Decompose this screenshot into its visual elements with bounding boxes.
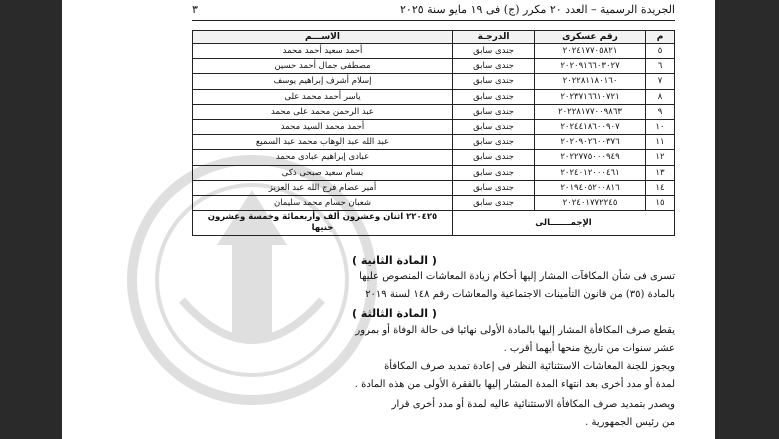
row-military-no: ٢٠٢٤٠١٢٠٠٠٤٦١ [535, 165, 646, 180]
row-name: أحمد سعيد أحمد محمد [193, 44, 453, 59]
row-military-no: ٢٠٢٣٧١٦٦١٠٧٢١ [535, 89, 646, 104]
row-military-no: ٢٠٢٠٩٠٢٦٠٠٣٧٦ [535, 135, 646, 150]
row-military-no: ٢٠٢٤٤١٨٦٠٠٩٠٧ [535, 119, 646, 134]
table-row [193, 165, 675, 180]
article-2-line: تسرى فى شأن المكافآت المشار إليها أحكام زيادة المعاشات المنصوص عليها [359, 271, 675, 282]
article-3-line: من رئيس الجمهورية . [585, 417, 675, 428]
row-name: عبد الله عبد الوهاب محمد عبد السميع [193, 135, 453, 150]
article-2-line: بالمادة (٣٥) من قانون التأمينات الاجتماعية والمعاشات رقم ١٤٨ لسنة ٢٠١٩ [365, 289, 675, 300]
row-military-no: ٢٠٢٢٨١٧٧٠٠٩٨٦٣ [535, 104, 646, 119]
header-title: الجريدة الرسمية – العدد ٢٠ مكرر (ج) فى ١٩ مايو سنة ٢٠٢٥ [400, 3, 675, 16]
row-num: ١٠ [646, 119, 675, 134]
header-military-no: رقم عسكرى [535, 31, 646, 44]
table-row [193, 135, 675, 150]
table-row [193, 59, 675, 74]
row-rank: جندى سابق [453, 59, 535, 74]
article-3-line: لمدة أو مدد أخرى بعد انتهاء المدة المشار إليها بالفقرة الأولى من هذه المادة . [354, 379, 675, 390]
article-3-line: عشر سنوات من تاريخ منحها أيهما أقرب . [503, 343, 675, 354]
row-num: ٥ [646, 44, 675, 59]
row-name: إسلام أشرف إبراهيم يوسف [193, 74, 453, 89]
row-name: أحمد محمد السيد محمد [193, 119, 453, 134]
row-rank: جندى سابق [453, 74, 535, 89]
row-military-no: ٢٠٢٠٩١٦٦٠٣٠٢٧ [535, 59, 646, 74]
table-row [193, 74, 675, 89]
table-row [193, 89, 675, 104]
row-military-no: ٢٠١٩٤٠٥٢٠٠٨١٦ [535, 180, 646, 195]
row-name: مصطفى جمال أحمد حسين [193, 59, 453, 74]
total-label: الإجمـــــــالى [453, 211, 675, 236]
header-num: م [646, 31, 675, 44]
row-num: ١٤ [646, 180, 675, 195]
row-name: بسام سعيد صبحى ذكى [193, 165, 453, 180]
page-header [192, 3, 675, 19]
article-3-title: ( المادة الثالثة ) [352, 307, 437, 320]
row-military-no: ٢٠٢٤١٧٧٠٥٨٢١ [535, 44, 646, 59]
table-row [193, 150, 675, 165]
row-military-no: ٢٠٢٢٧٧٥٠٠٠٩٤٩ [535, 150, 646, 165]
page-number: ٣ [192, 3, 198, 16]
row-rank: جندى سابق [453, 89, 535, 104]
gazette-page [62, 0, 715, 439]
row-military-no: ٢٠٢٤٠١٧٧٢٢٤٥ [535, 195, 646, 210]
table-header-row [193, 31, 675, 44]
table-row [193, 44, 675, 59]
header-divider [192, 20, 675, 21]
row-num: ٧ [646, 74, 675, 89]
header-rank: الدرجـة [453, 31, 535, 44]
row-rank: جندى سابق [453, 165, 535, 180]
table-row [193, 195, 675, 210]
row-name: عبادى إبراهيم عبادى محمد [193, 150, 453, 165]
row-num: ٨ [646, 89, 675, 104]
total-value: ٢٢٠٤٢٥ اثنان وعشرون ألف وأربعمائة وخمسة وعشرون جنيها [193, 211, 453, 236]
table-row [193, 119, 675, 134]
beneficiaries-table [192, 30, 675, 236]
row-num: ١٥ [646, 195, 675, 210]
row-num: ١٢ [646, 150, 675, 165]
row-num: ٦ [646, 59, 675, 74]
row-rank: جندى سابق [453, 119, 535, 134]
table-row [193, 180, 675, 195]
article-2-title: ( المادة الثانية ) [352, 254, 437, 267]
row-rank: جندى سابق [453, 180, 535, 195]
row-rank: جندى سابق [453, 44, 535, 59]
row-rank: جندى سابق [453, 150, 535, 165]
row-military-no: ٢٠٢٢٨١١٨٠١٦٠ [535, 74, 646, 89]
table-row [193, 104, 675, 119]
row-num: ٩ [646, 104, 675, 119]
row-name: ياسر أحمد محمد على [193, 89, 453, 104]
row-name: شعبان حسام محمد سليمان [193, 195, 453, 210]
table-total-row [193, 211, 675, 236]
row-name: عبد الرحمن محمد على محمد [193, 104, 453, 119]
article-3-line: يقطع صرف المكافأة المشار إليها بالمادة الأولى نهائيا فى حالة الوفاة أو بمرور [355, 325, 675, 336]
row-name: أمير عصام فرج الله عبد العزيز [193, 180, 453, 195]
row-rank: جندى سابق [453, 104, 535, 119]
header-name: الاســـم [193, 31, 453, 44]
article-3-line: ويجوز للجنة المعاشات الاستثنائية النظر فى إعادة تمديد صرف المكافأة [384, 361, 675, 372]
row-num: ١٣ [646, 165, 675, 180]
row-num: ١١ [646, 135, 675, 150]
article-3-line: ويصدر بتمديد صرف المكافأة الاستثنائية عاليه لمدة أو مدد أخرى قرار [391, 399, 675, 410]
row-rank: جندى سابق [453, 195, 535, 210]
row-rank: جندى سابق [453, 135, 535, 150]
